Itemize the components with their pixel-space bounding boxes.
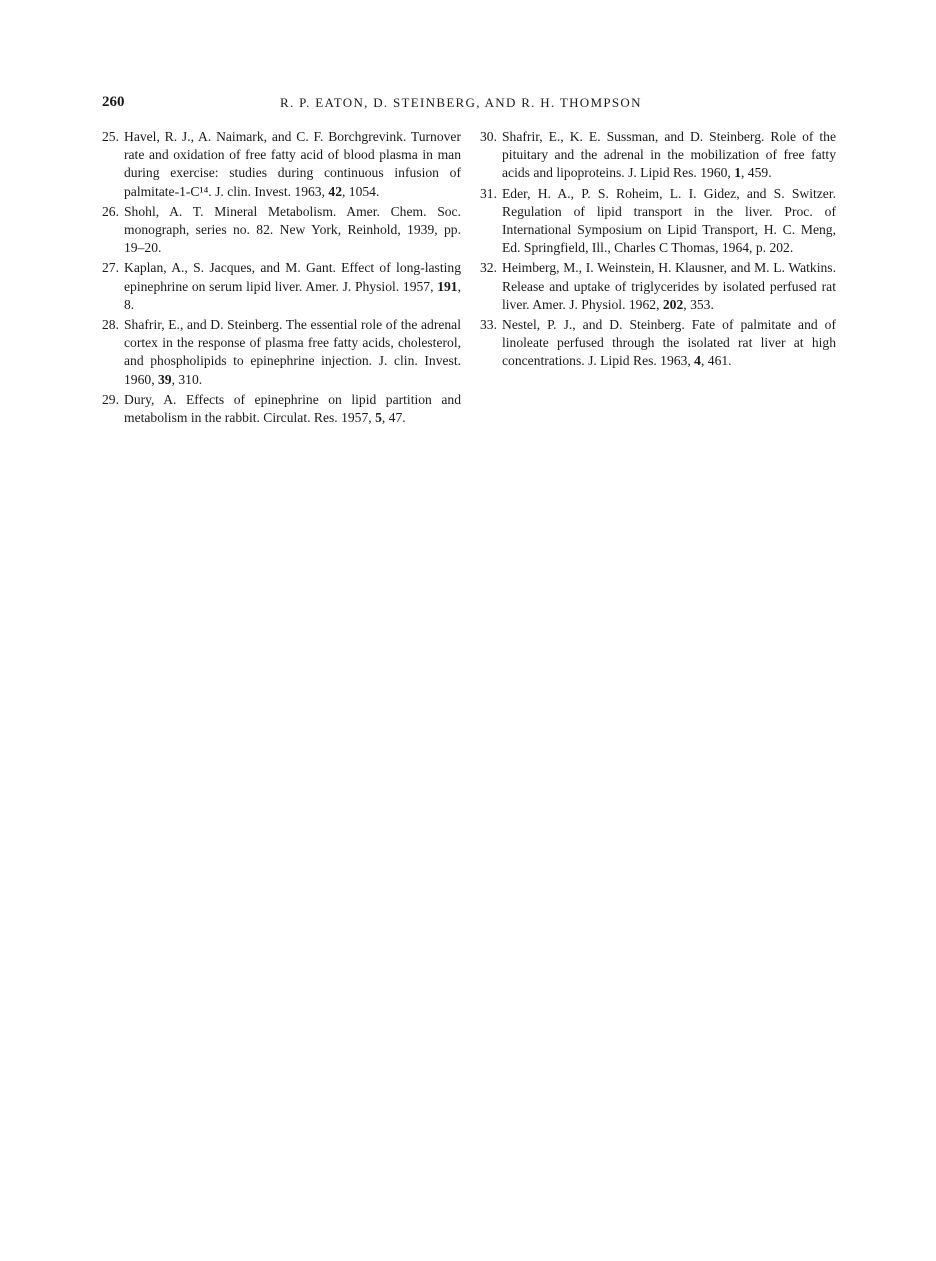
- reference-item: [102, 391, 461, 427]
- reference-pages: , 310.: [171, 371, 203, 387]
- reference-item: [102, 259, 461, 314]
- reference-text: Kaplan, A., S. Jacques, and M. Gant. Effect of long-lasting epinephrine on serum lipid liver. Amer. J. Physiol. 1957,: [124, 260, 461, 294]
- reference-item: [102, 128, 461, 201]
- reference-number: 27.: [102, 260, 119, 276]
- reference-text: Eder, H. A., P. S. Roheim, L. I. Gidez, and S. Switzer. Regulation of lipid transport in the liver. Proc. of International Symposium on Lipid Transport, H. C. Meng, Ed. Springfield, Ill., Charles C Thomas, 1964, p. 202.: [502, 185, 836, 256]
- references-right-column: [480, 128, 836, 373]
- reference-pages: , 353.: [683, 296, 714, 312]
- reference-item: [102, 316, 461, 389]
- reference-pages: , 461.: [700, 353, 732, 369]
- reference-item: [480, 185, 836, 258]
- running-header: [102, 94, 860, 114]
- references-left-column: [102, 128, 461, 429]
- reference-number: 26.: [102, 203, 119, 219]
- reference-text: Heimberg, M., I. Weinstein, H. Klausner, and M. L. Watkins. Release and uptake of triglycerides by isolated perfused rat liver. Amer. J. Physiol. 1962,: [502, 260, 836, 312]
- reference-text: Dury, A. Effects of epinephrine on lipid partition and metabolism in the rabbit. Circulat. Res. 1957,: [124, 391, 461, 426]
- reference-number: 28.: [102, 317, 119, 333]
- reference-text: Shafrir, E., and D. Steinberg. The essential role of the adrenal cortex in the response of plasma free fatty acids, cholesterol, and phospholipids to epinephrine injection. J. clin. Invest. 1960,: [124, 317, 461, 387]
- reference-volume: 191: [437, 278, 458, 294]
- reference-number: 29.: [102, 391, 119, 407]
- reference-item: [102, 203, 461, 258]
- reference-text: Havel, R. J., A. Naimark, and C. F. Borchgrevink. Turnover rate and oxidation of free fatty acid of blood plasma in man during exercise: studies during continuous infusion of palmitate-1-C¹⁴. J. clin. Invest. 1963,: [124, 129, 461, 199]
- running-head-authors: R. P. EATON, D. STEINBERG, AND R. H. THOMPSON: [280, 95, 642, 110]
- reference-number: 32.: [480, 260, 497, 276]
- reference-number: 25.: [102, 129, 119, 144]
- reference-volume: 1: [734, 165, 741, 181]
- reference-pages: , 459.: [741, 165, 772, 181]
- reference-item: [480, 316, 836, 371]
- reference-pages: , 1054.: [341, 183, 380, 199]
- reference-volume: 4: [694, 353, 701, 369]
- reference-volume: 42: [328, 183, 342, 199]
- reference-item: [480, 259, 836, 314]
- reference-number: 31.: [480, 185, 497, 201]
- reference-item: [480, 128, 836, 183]
- reference-volume: 39: [157, 371, 172, 387]
- reference-text: Shafrir, E., K. E. Sussman, and D. Steinberg. Role of the pituitary and the adrenal in the mobilization of free fatty acids and lipoproteins. J. Lipid Res. 1960,: [502, 129, 836, 181]
- reference-number: 33.: [480, 317, 497, 333]
- reference-volume: 5: [375, 410, 382, 426]
- reference-volume: 202: [662, 296, 684, 312]
- reference-pages: , 8.: [124, 278, 461, 312]
- reference-pages: , 47.: [381, 410, 406, 426]
- reference-text: Shohl, A. T. Mineral Metabolism. Amer. Chem. Soc. monograph, series no. 82. New York, Reinhold, 1939, pp. 19–20.: [124, 203, 461, 256]
- reference-text: Nestel, P. J., and D. Steinberg. Fate of palmitate and of linoleate perfused through the isolated rat liver at high concentrations. J. Lipid Res. 1963,: [502, 317, 836, 369]
- page-number: 260: [102, 94, 125, 110]
- reference-number: 30.: [480, 129, 497, 144]
